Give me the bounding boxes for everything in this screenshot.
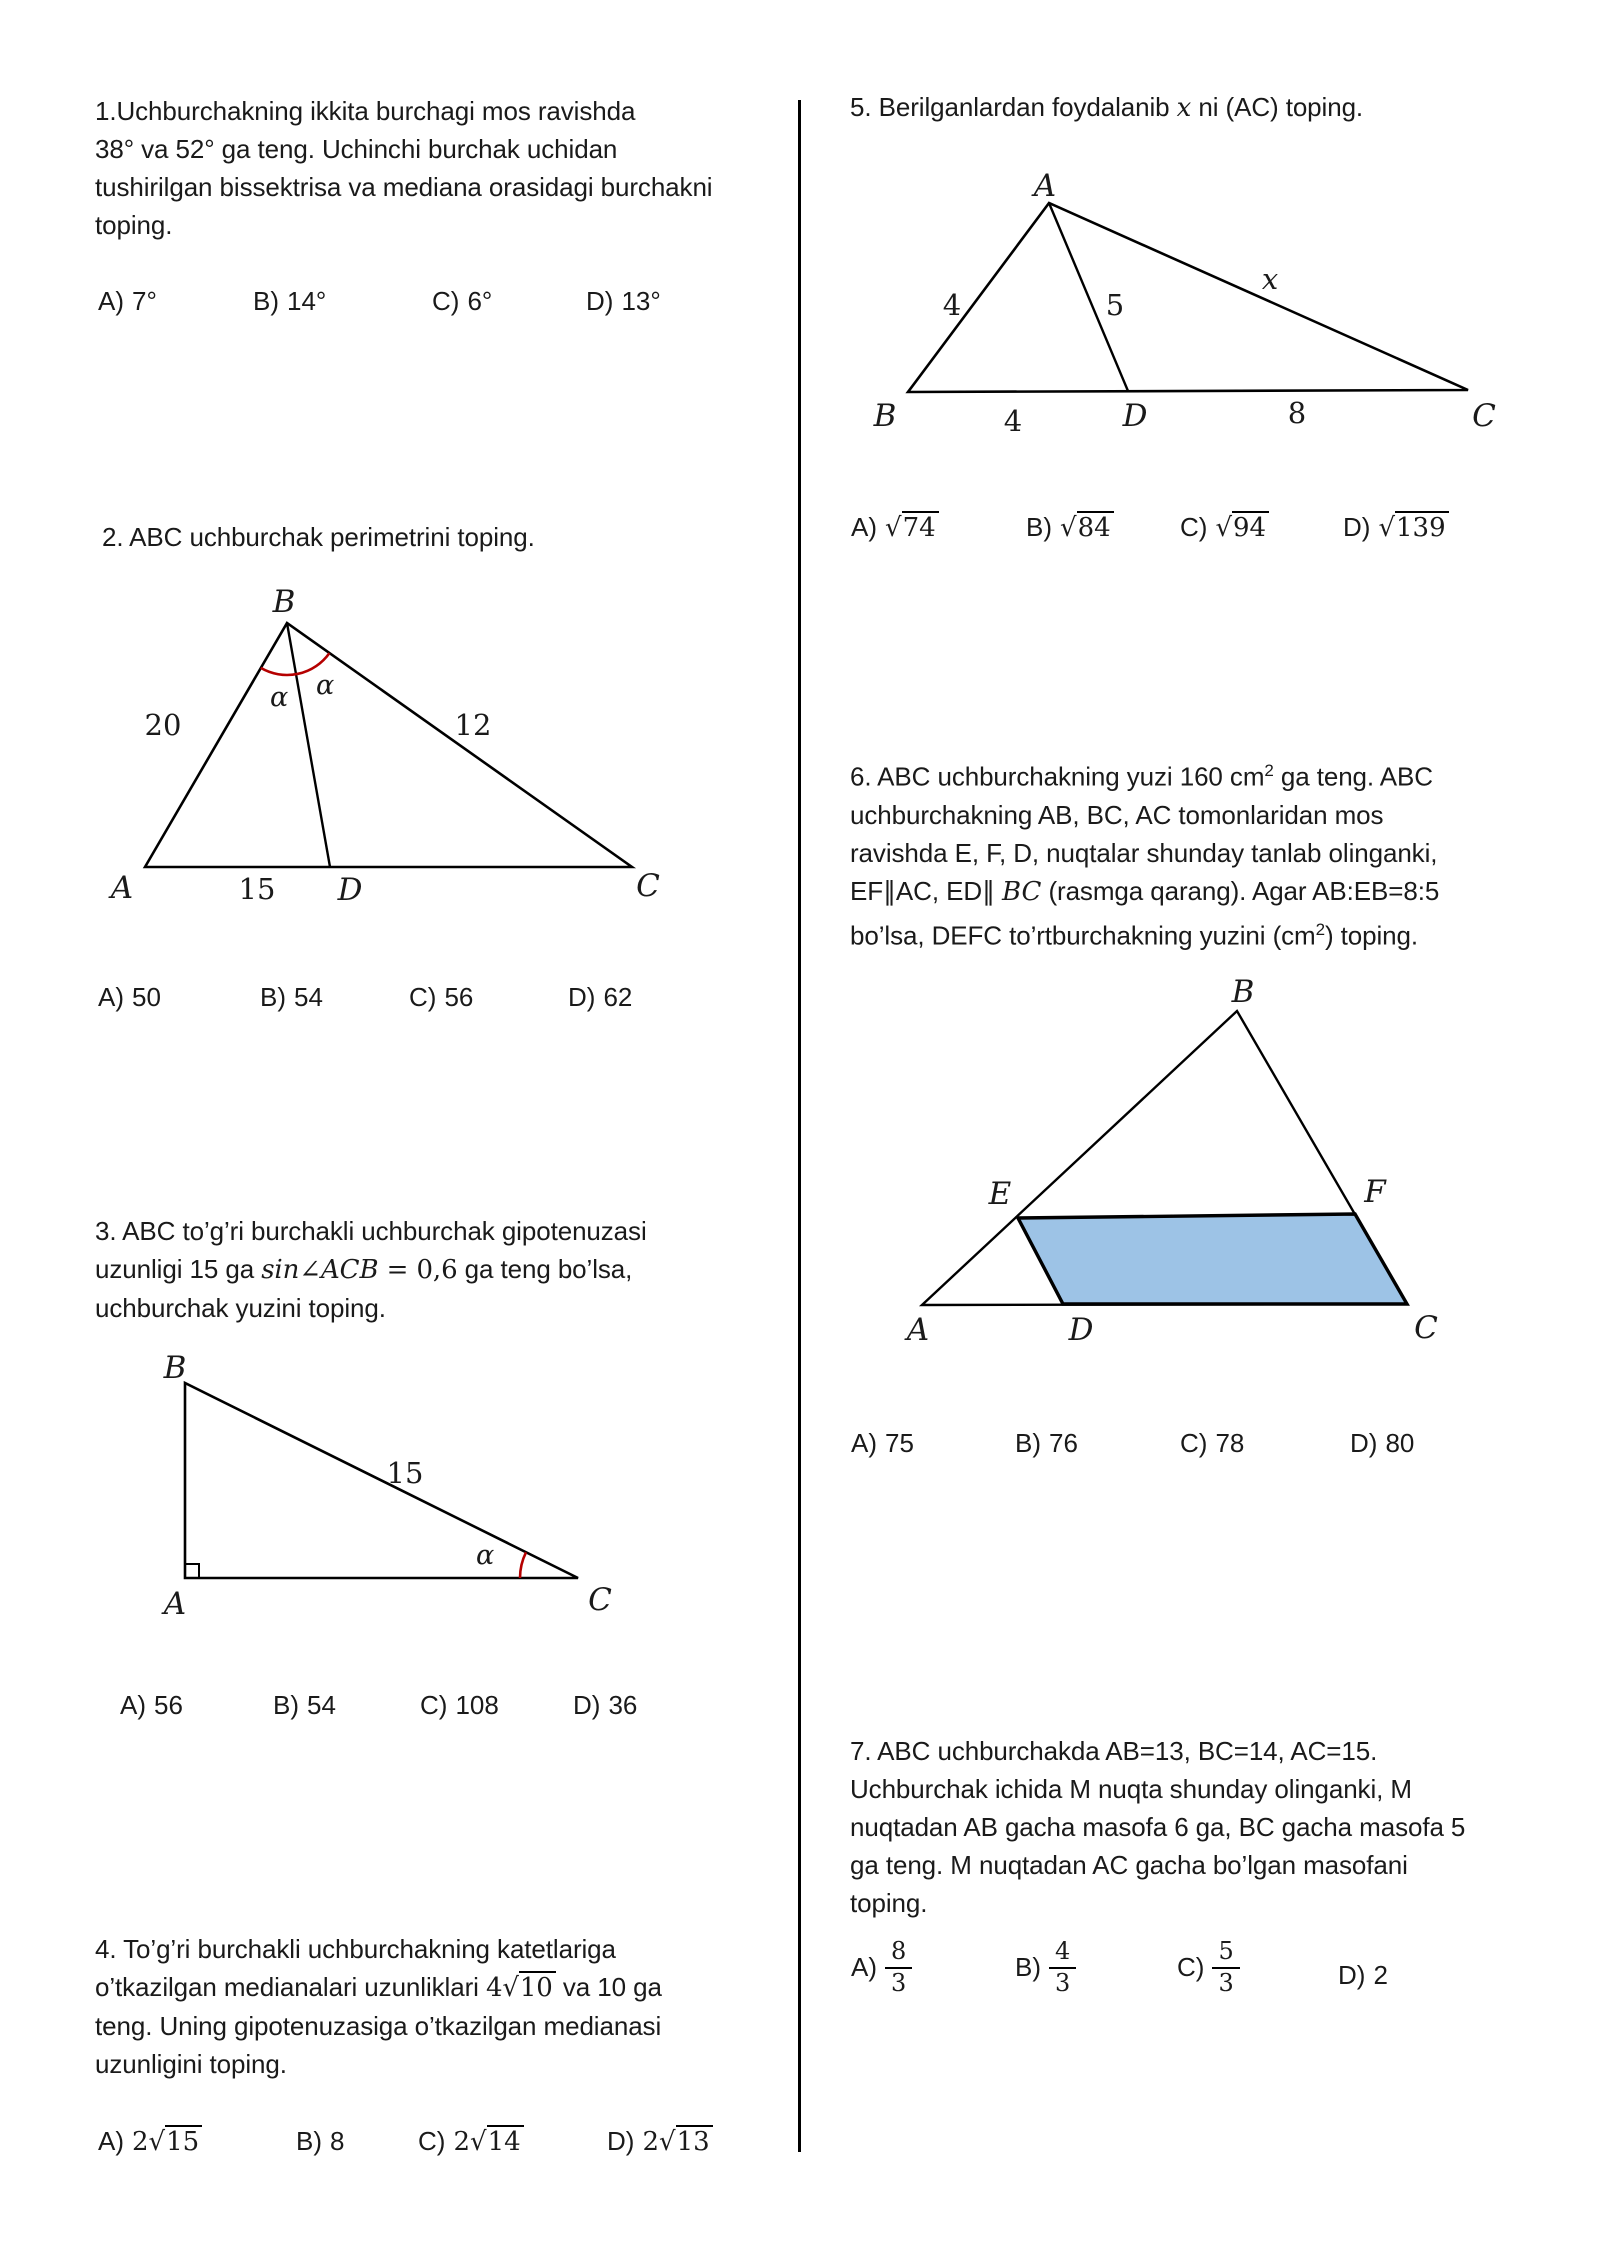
answer-option-2c xyxy=(409,982,473,1013)
answer-label: B) xyxy=(273,1690,299,1720)
radicand: 94 xyxy=(1232,511,1269,543)
answer-value: 7° xyxy=(132,286,157,316)
radicand: 74 xyxy=(902,511,939,543)
figure-triangle-shaded-quad xyxy=(880,968,1450,1332)
answer-option-1c xyxy=(432,286,492,317)
problem-3-text xyxy=(95,1212,647,1327)
problem-5-text xyxy=(850,88,1363,127)
figure-right-triangle xyxy=(140,1358,640,1622)
side-label-x: x xyxy=(1261,262,1279,296)
point-label-f: F xyxy=(1364,1174,1386,1210)
sqrt-sign: √ xyxy=(885,513,902,543)
answer-option-6d xyxy=(1350,1428,1414,1459)
problem-1-line: tushirilgan bissektrisa va mediana orasidagi burchakni xyxy=(95,172,713,202)
problem-3-line: 3. ABC to’g’ri burchakli uchburchak gipotenuzasi xyxy=(95,1216,647,1246)
triangle-outline xyxy=(908,203,1468,392)
side-label-bc: 12 xyxy=(454,708,492,742)
answer-option-1b xyxy=(253,286,326,317)
answer-label: A) xyxy=(98,982,124,1012)
math-eq-value: = 0,6 xyxy=(378,1255,458,1285)
fraction-denominator: 3 xyxy=(891,1968,907,1997)
problem-7-line: nuqtadan AB gacha masofa 6 ga, BC gacha masofa 5 xyxy=(850,1812,1466,1842)
segment-label-ad: 5 xyxy=(1105,288,1125,322)
text-fragment: 6. ABC uchburchakning yuzi 160 cm xyxy=(850,761,1265,792)
angle-arc-red xyxy=(520,1552,526,1578)
math-var-x: x xyxy=(1176,93,1192,123)
side-label-ab: 20 xyxy=(144,708,182,742)
superscript-2: 2 xyxy=(1264,761,1274,780)
answer-label: B) xyxy=(296,2126,322,2156)
problem-5-title xyxy=(850,88,1363,127)
answer-value: 54 xyxy=(294,982,323,1012)
problem-6-line: ravishda E, F, D, nuqtalar shunday tanlab olinganki, xyxy=(850,837,1438,868)
math-var-bc: BC xyxy=(1002,876,1042,907)
answer-option-7b xyxy=(1015,1938,1076,1997)
problem-4-line: 4. To’g’ri burchakli uchburchakning katetlariga xyxy=(95,1934,616,1964)
answer-option-6b xyxy=(1015,1428,1078,1459)
text-fragment: (rasmga qarang). Agar AB:EB=8:5 xyxy=(1041,875,1440,906)
text-fragment: ga teng bo’lsa, xyxy=(457,1254,633,1284)
radicand: 10 xyxy=(519,1971,556,2003)
problem-7-line: ga teng. M nuqtadan AC gacha bo’lgan masofani xyxy=(850,1850,1408,1880)
answer-option-1a xyxy=(98,286,157,317)
text-fragment: va 10 ga xyxy=(555,1972,662,2002)
answer-value: 50 xyxy=(132,982,161,1012)
point-label-e: E xyxy=(988,1176,1012,1212)
problem-1-line: toping. xyxy=(95,210,173,240)
answer-label: B) xyxy=(1026,512,1052,542)
root-coefficient: 2 xyxy=(453,2127,470,2157)
answer-value: 13° xyxy=(621,286,661,316)
sqrt-sign: √ xyxy=(148,2127,166,2157)
fraction xyxy=(1049,1938,1076,1997)
point-label-d: D xyxy=(1122,398,1148,434)
segment-label-dc: 8 xyxy=(1287,396,1307,430)
answer-value: 8 xyxy=(330,2126,345,2156)
answer-option-7a xyxy=(851,1938,912,1997)
answer-value: 6° xyxy=(467,286,493,316)
answer-label: C) xyxy=(418,2126,446,2156)
problem-3-line: uchburchak yuzini toping. xyxy=(95,1293,386,1323)
answer-label: C) xyxy=(1180,1428,1208,1458)
answer-label: A) xyxy=(120,1690,146,1720)
radicand: 139 xyxy=(1395,511,1449,543)
segment-label-bd: 4 xyxy=(1003,404,1023,438)
problem-6-line xyxy=(850,911,1439,955)
answer-label: A) xyxy=(851,1952,877,1983)
problem-7-line: toping. xyxy=(850,1888,928,1918)
answer-option-1d xyxy=(586,286,661,317)
answer-value: 80 xyxy=(1385,1428,1415,1458)
answer-option-5d xyxy=(1343,512,1449,543)
answer-label: A) xyxy=(98,286,124,316)
answer-label: B) xyxy=(253,286,279,316)
triangle-outline xyxy=(145,623,632,867)
radicand: 15 xyxy=(165,2125,202,2157)
problem-3-line xyxy=(95,1250,647,1289)
answer-label: C) xyxy=(420,1690,448,1720)
answer-option-4b xyxy=(296,2126,344,2157)
problem-7-line: 7. ABC uchburchakda AB=13, BC=14, AC=15. xyxy=(850,1736,1378,1766)
text-fragment: o’tkazilgan medianalari uzunliklari xyxy=(95,1972,486,2002)
problem-1-text xyxy=(95,92,712,244)
problem-2-text xyxy=(102,518,535,556)
answer-label: B) xyxy=(260,982,286,1012)
answer-option-3b xyxy=(273,1690,336,1721)
answer-option-6a xyxy=(851,1428,914,1459)
answer-label: B) xyxy=(1015,1428,1041,1458)
answer-value: 108 xyxy=(455,1690,499,1720)
answer-option-2d xyxy=(568,982,632,1013)
answer-value: 14° xyxy=(287,286,327,316)
side-label-ab: 4 xyxy=(942,288,962,322)
answer-label: D) xyxy=(573,1690,601,1720)
problem-6-line xyxy=(850,872,1439,911)
answer-option-3d xyxy=(573,1690,637,1721)
sqrt-sign: √ xyxy=(1378,513,1396,543)
problem-4-line: uzunligini toping. xyxy=(95,2049,287,2079)
shaded-quadrilateral-defc xyxy=(1018,1214,1407,1304)
answer-label: C) xyxy=(409,982,437,1012)
vertex-label-b: B xyxy=(163,1350,187,1386)
answer-label: D) xyxy=(1350,1428,1378,1458)
problem-6-line: uchburchakning AB, BC, AC tomonlaridan mos xyxy=(850,799,1384,830)
fraction-numerator: 4 xyxy=(1049,1938,1076,1969)
angle-label-alpha: α xyxy=(476,1540,495,1571)
vertex-label-c: C xyxy=(636,868,660,904)
root-coefficient: 2 xyxy=(642,2127,659,2157)
radicand: 14 xyxy=(487,2125,524,2157)
angle-label-alpha-right: α xyxy=(316,670,335,701)
answer-option-4c xyxy=(418,2126,524,2157)
point-label-d: D xyxy=(337,872,363,908)
answer-option-5a xyxy=(851,512,939,543)
sqrt-sign: √ xyxy=(469,2127,487,2157)
answer-option-7c xyxy=(1177,1938,1240,1997)
radicand: 84 xyxy=(1077,511,1114,543)
hypotenuse-label: 15 xyxy=(386,1456,424,1490)
problem-7-line: Uchburchak ichida M nuqta shunday olinganki, M xyxy=(850,1774,1412,1804)
answer-value: 78 xyxy=(1215,1428,1245,1458)
text-fragment: ) toping. xyxy=(1324,920,1419,951)
problem-4-line: teng. Uning gipotenuzasiga o’tkazilgan medianasi xyxy=(95,2011,662,2041)
answer-value: 2 xyxy=(1373,1959,1388,1990)
answer-label: D) xyxy=(1338,1959,1366,1990)
text-fragment: EF∥AC, ED∥ xyxy=(850,875,1003,906)
answer-option-4a xyxy=(98,2126,202,2157)
radicand: 13 xyxy=(676,2125,713,2157)
problem-1-line: 1.Uchburchakning ikkita burchagi mos ravishda xyxy=(95,96,636,126)
vertex-label-b: B xyxy=(873,398,897,434)
answer-option-6c xyxy=(1180,1428,1244,1459)
vertex-label-c: C xyxy=(588,1582,612,1618)
answer-label: A) xyxy=(851,512,877,542)
answer-option-7d xyxy=(1338,1938,1388,2012)
angle-label-alpha-left: α xyxy=(270,682,289,713)
text-fragment: bo’lsa, DEFC to’rtburchakning yuzini (cm xyxy=(850,920,1316,951)
answer-label: A) xyxy=(851,1428,877,1458)
answer-option-5c xyxy=(1180,512,1269,543)
vertex-label-a: A xyxy=(1033,168,1057,204)
sqrt-sign: √ xyxy=(502,1973,519,2003)
answer-option-5b xyxy=(1026,512,1114,543)
figure-triangle-bisector xyxy=(100,588,680,900)
fraction xyxy=(885,1938,912,1997)
answer-value: 56 xyxy=(154,1690,183,1720)
superscript-2: 2 xyxy=(1315,919,1325,939)
answer-label: D) xyxy=(586,286,614,316)
fraction xyxy=(1212,1938,1239,1997)
answer-label: B) xyxy=(1015,1952,1041,1983)
answer-value: 36 xyxy=(608,1690,638,1720)
answer-label: C) xyxy=(1177,1952,1205,1983)
point-label-d: D xyxy=(1068,1312,1094,1348)
answer-label: D) xyxy=(607,2126,635,2156)
answer-option-3c xyxy=(420,1690,499,1721)
fraction-numerator: 8 xyxy=(885,1938,912,1969)
problem-2-title: 2. ABC uchburchak perimetrini toping. xyxy=(102,522,535,552)
vertex-label-b: B xyxy=(1231,974,1255,1010)
vertex-label-a: A xyxy=(163,1586,187,1622)
problem-4-line xyxy=(95,1968,662,2007)
answer-option-2a xyxy=(98,982,161,1013)
problem-1-line: 38° va 52° ga teng. Uchinchi burchak uchidan xyxy=(95,134,618,164)
vertex-label-a: A xyxy=(906,1312,930,1348)
answer-value: 75 xyxy=(885,1428,914,1458)
right-angle-marker xyxy=(185,1564,199,1578)
answer-option-3a xyxy=(120,1690,183,1721)
sqrt-sign: √ xyxy=(658,2127,676,2157)
answer-option-4d xyxy=(607,2126,713,2157)
answer-value: 62 xyxy=(603,982,633,1012)
text-fragment: ni (AC) toping. xyxy=(1191,92,1364,122)
problem-4-text xyxy=(95,1930,662,2083)
math-sin-acb: sin∠ACB xyxy=(261,1255,379,1285)
answer-value: 76 xyxy=(1049,1428,1078,1458)
segment-label-ad: 15 xyxy=(238,872,276,906)
fraction-denominator: 3 xyxy=(1218,1968,1234,1997)
vertex-label-a: A xyxy=(110,870,134,906)
answer-label: D) xyxy=(568,982,596,1012)
vertex-label-c: C xyxy=(1472,398,1496,434)
answer-label: C) xyxy=(1180,512,1208,542)
answer-label: D) xyxy=(1343,512,1371,542)
problem-6-line xyxy=(850,752,1439,796)
column-divider xyxy=(798,100,801,2152)
answer-value: 56 xyxy=(444,982,474,1012)
vertex-label-c: C xyxy=(1414,1310,1438,1346)
text-fragment: uzunligi 15 ga xyxy=(95,1254,262,1284)
sqrt-sign: √ xyxy=(1215,513,1233,543)
root-coefficient: 2 xyxy=(132,2127,149,2157)
sqrt-sign: √ xyxy=(1060,513,1077,543)
problem-7-text xyxy=(850,1732,1465,1922)
answer-value: 54 xyxy=(307,1690,336,1720)
root-coefficient: 4 xyxy=(485,1973,503,2003)
text-fragment: ga teng. ABC xyxy=(1273,761,1433,792)
problem-6-text xyxy=(850,752,1439,954)
answer-label: C) xyxy=(432,286,460,316)
vertex-label-b: B xyxy=(272,584,296,620)
fraction-denominator: 3 xyxy=(1055,1968,1071,1997)
triangle-outline xyxy=(185,1383,578,1578)
fraction-numerator: 5 xyxy=(1212,1938,1239,1969)
answer-label: A) xyxy=(98,2126,124,2156)
text-fragment: 5. Berilganlardan foydalanib xyxy=(850,92,1177,122)
answer-option-2b xyxy=(260,982,323,1013)
